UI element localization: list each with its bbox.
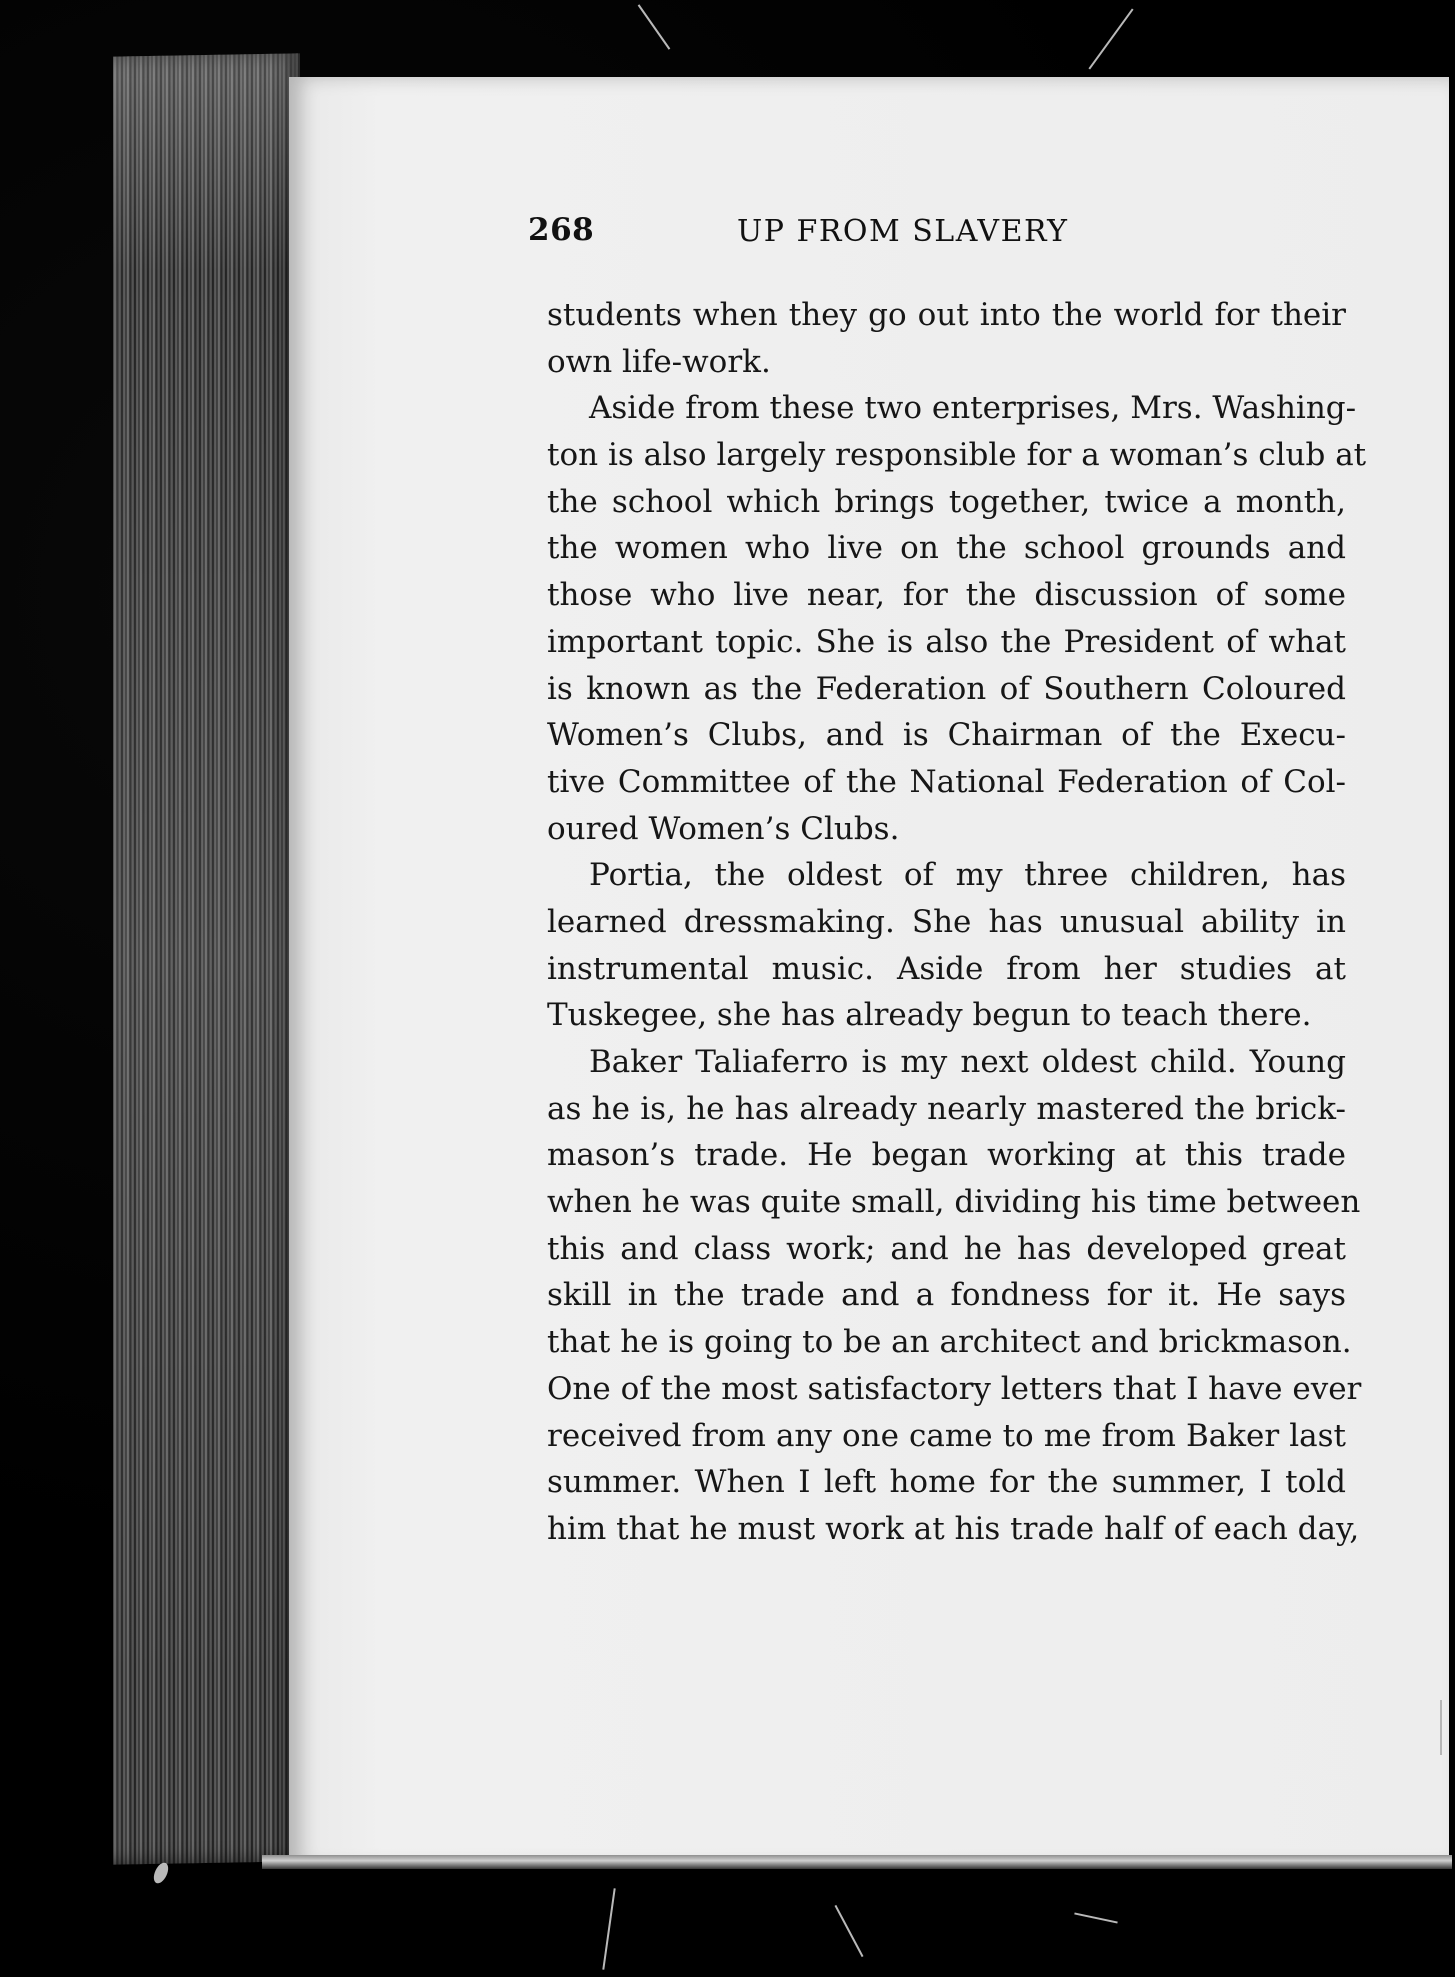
- text-line: students when they go out into the world for their: [547, 297, 1346, 333]
- text-line: ton is also largely responsible for a woman’s club at: [547, 437, 1367, 474]
- text-line: this and class work; and he has developed great: [547, 1230, 1346, 1267]
- text-line: Baker Taliaferro is my next oldest child. Young: [589, 1044, 1346, 1080]
- text-line: One of the most satisfactory letters that I have ever: [547, 1370, 1362, 1407]
- text-line: learned dressmaking. She has unusual ability in: [547, 903, 1346, 940]
- page-header: [528, 212, 1348, 262]
- text-line: as he is, he has already nearly mastered the brick-: [547, 1090, 1346, 1127]
- text-line: when he was quite small, dividing his time between: [547, 1184, 1361, 1221]
- text-line: him that he must work at his trade half of each day,: [547, 1510, 1360, 1547]
- text-line: received from any one came to me from Baker last: [547, 1417, 1346, 1454]
- page-number: 268: [528, 212, 595, 248]
- book-page-edges: [113, 53, 300, 1864]
- text-line: tive Committee of the National Federation of Col-: [547, 763, 1346, 800]
- page-text: [547, 292, 1367, 1553]
- text-line: the school which brings together, twice a month,: [547, 483, 1346, 520]
- text-line: those who live near, for the discussion of some: [547, 577, 1346, 614]
- text-line: skill in the trade and a fondness for it. He says: [547, 1277, 1346, 1314]
- text-line: summer. When I left home for the summer, I told: [547, 1464, 1346, 1501]
- text-line: Portia, the oldest of my three children, has: [589, 857, 1346, 894]
- text-line: instrumental music. Aside from her studies at: [547, 950, 1346, 987]
- text-line: the women who live on the school grounds and: [547, 530, 1346, 567]
- text-line: Women’s Clubs, and is Chairman of the Execu-: [547, 717, 1346, 754]
- text-line: oured Women’s Clubs.: [547, 810, 900, 847]
- scan-artifact: [1440, 1700, 1442, 1755]
- running-title: UP FROM SLAVERY: [737, 214, 1069, 249]
- text-line: is known as the Federation of Southern Coloured: [547, 670, 1346, 707]
- text-line: important topic. She is also the President of what: [547, 623, 1346, 660]
- text-line: Aside from these two enterprises, Mrs. Washing-: [589, 390, 1357, 427]
- text-line: own life-work.: [547, 343, 771, 380]
- text-line: Tuskegee, she has already begun to teach there.: [547, 997, 1312, 1034]
- text-line: mason’s trade. He began working at this trade: [547, 1137, 1346, 1174]
- text-line: that he is going to be an architect and brickmason.: [547, 1324, 1352, 1361]
- page-bottom-edge: [262, 1855, 1452, 1869]
